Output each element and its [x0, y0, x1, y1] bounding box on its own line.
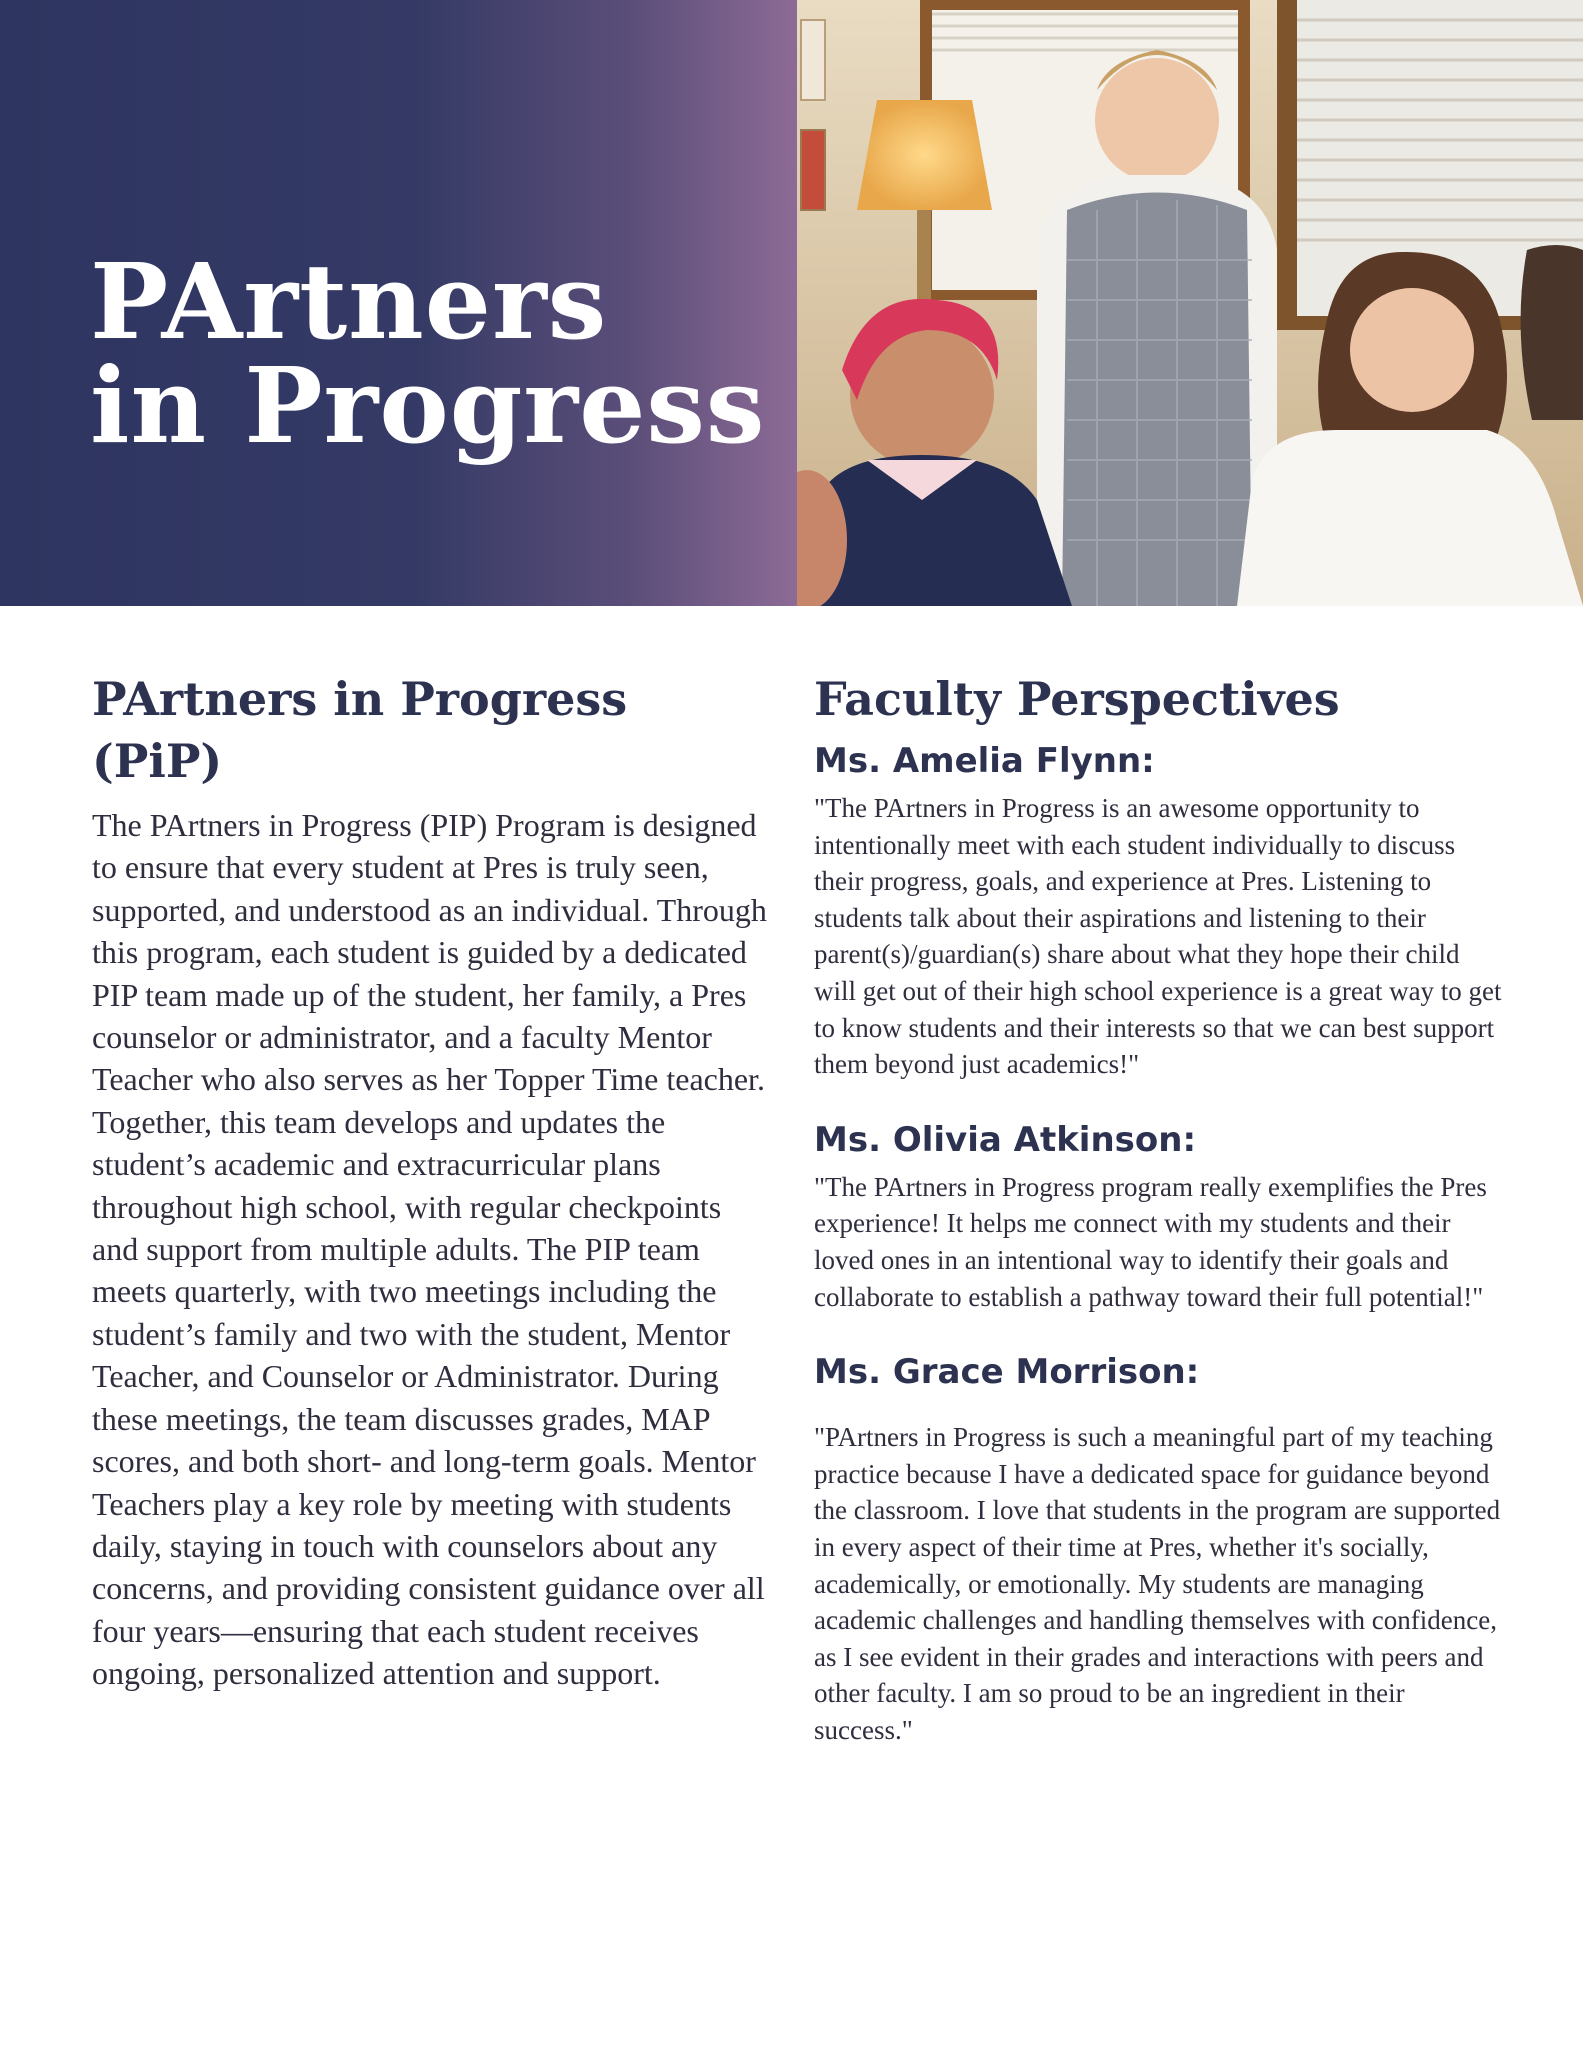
- perspective-atkinson: [814, 1117, 1504, 1315]
- perspective-quote: "PArtners in Progress is such a meaningful part of my teaching practice because I have a dedicated space for guidance beyond the classroom. I love that students in the program are supported in every aspect of their time at Pres, whether it's socially, academically, or emotionally. My students are managing academic challenges and handling themselves with confidence, as I see evident in their grades and interactions with peers and other faculty. I am so proud to be an ingredient in their success.": [814, 1422, 1501, 1745]
- hero-gradient-panel: [0, 0, 797, 606]
- pip-section: [92, 668, 772, 1695]
- pip-body: The PArtners in Progress (PIP) Program is designed to ensure that every student at Pres is truly seen, supported, and understood as an individual. Through this program, each student is guided by a dedicated PIP team made up of the student, her family, a Pres counselor or administrator, and a faculty Mentor Teacher who also serves as her Topper Time teacher. Together, this team develops and updates the student’s academic and extracurricular plans throughout high school, with regular checkpoints and support from multiple adults. The PIP team meets quarterly, with two meetings including the student’s family and two with the student, Mentor Teacher, and Counselor or Administrator. During these meetings, the team discusses grades, MAP scores, and both short- and long-term goals. Mentor Teachers play a key role by meeting with students daily, staying in touch with counselors about any concerns, and providing consistent guidance over all four years—ensuring that each student receives ongoing, personalized attention and support.: [92, 807, 767, 1692]
- person-name: Ms. Olivia Atkinson:: [814, 1119, 1197, 1160]
- classroom-photo-illustration: [797, 0, 1583, 606]
- faculty-heading: Faculty Perspectives: [814, 672, 1340, 726]
- pip-heading: PArtners in Progress (PiP): [92, 672, 628, 788]
- hero-photo: [797, 0, 1583, 606]
- perspective-morrison: [814, 1349, 1504, 1748]
- faculty-section: [814, 668, 1504, 1748]
- hero-title-line-1: PArtners: [90, 240, 608, 363]
- perspective-flynn: [814, 738, 1504, 1083]
- perspective-quote: "The PArtners in Progress program really exemplifies the Pres experience! It helps me connect with my students and their loved ones in an intentional way to identify their goals and collaborate to establish a pathway toward their full potential!": [814, 1171, 1487, 1312]
- person-name: Ms. Grace Morrison:: [814, 1352, 1200, 1393]
- person-name: Ms. Amelia Flynn:: [814, 741, 1155, 781]
- perspective-quote: "The PArtners in Progress is an awesome opportunity to intentionally meet with each student individually to discuss their progress, goals, and experience at Pres. Listening to students talk about their aspirations and listening to their parent(s)/guardian(s) share about what they hope their child will get out of their high school experience is a great way to get to know students and their interests so that we can best support them beyond just academics!": [814, 793, 1502, 1080]
- hero-title: [90, 240, 766, 467]
- hero-banner: [0, 0, 1583, 606]
- hero-title-line-2: in Progress: [90, 344, 766, 467]
